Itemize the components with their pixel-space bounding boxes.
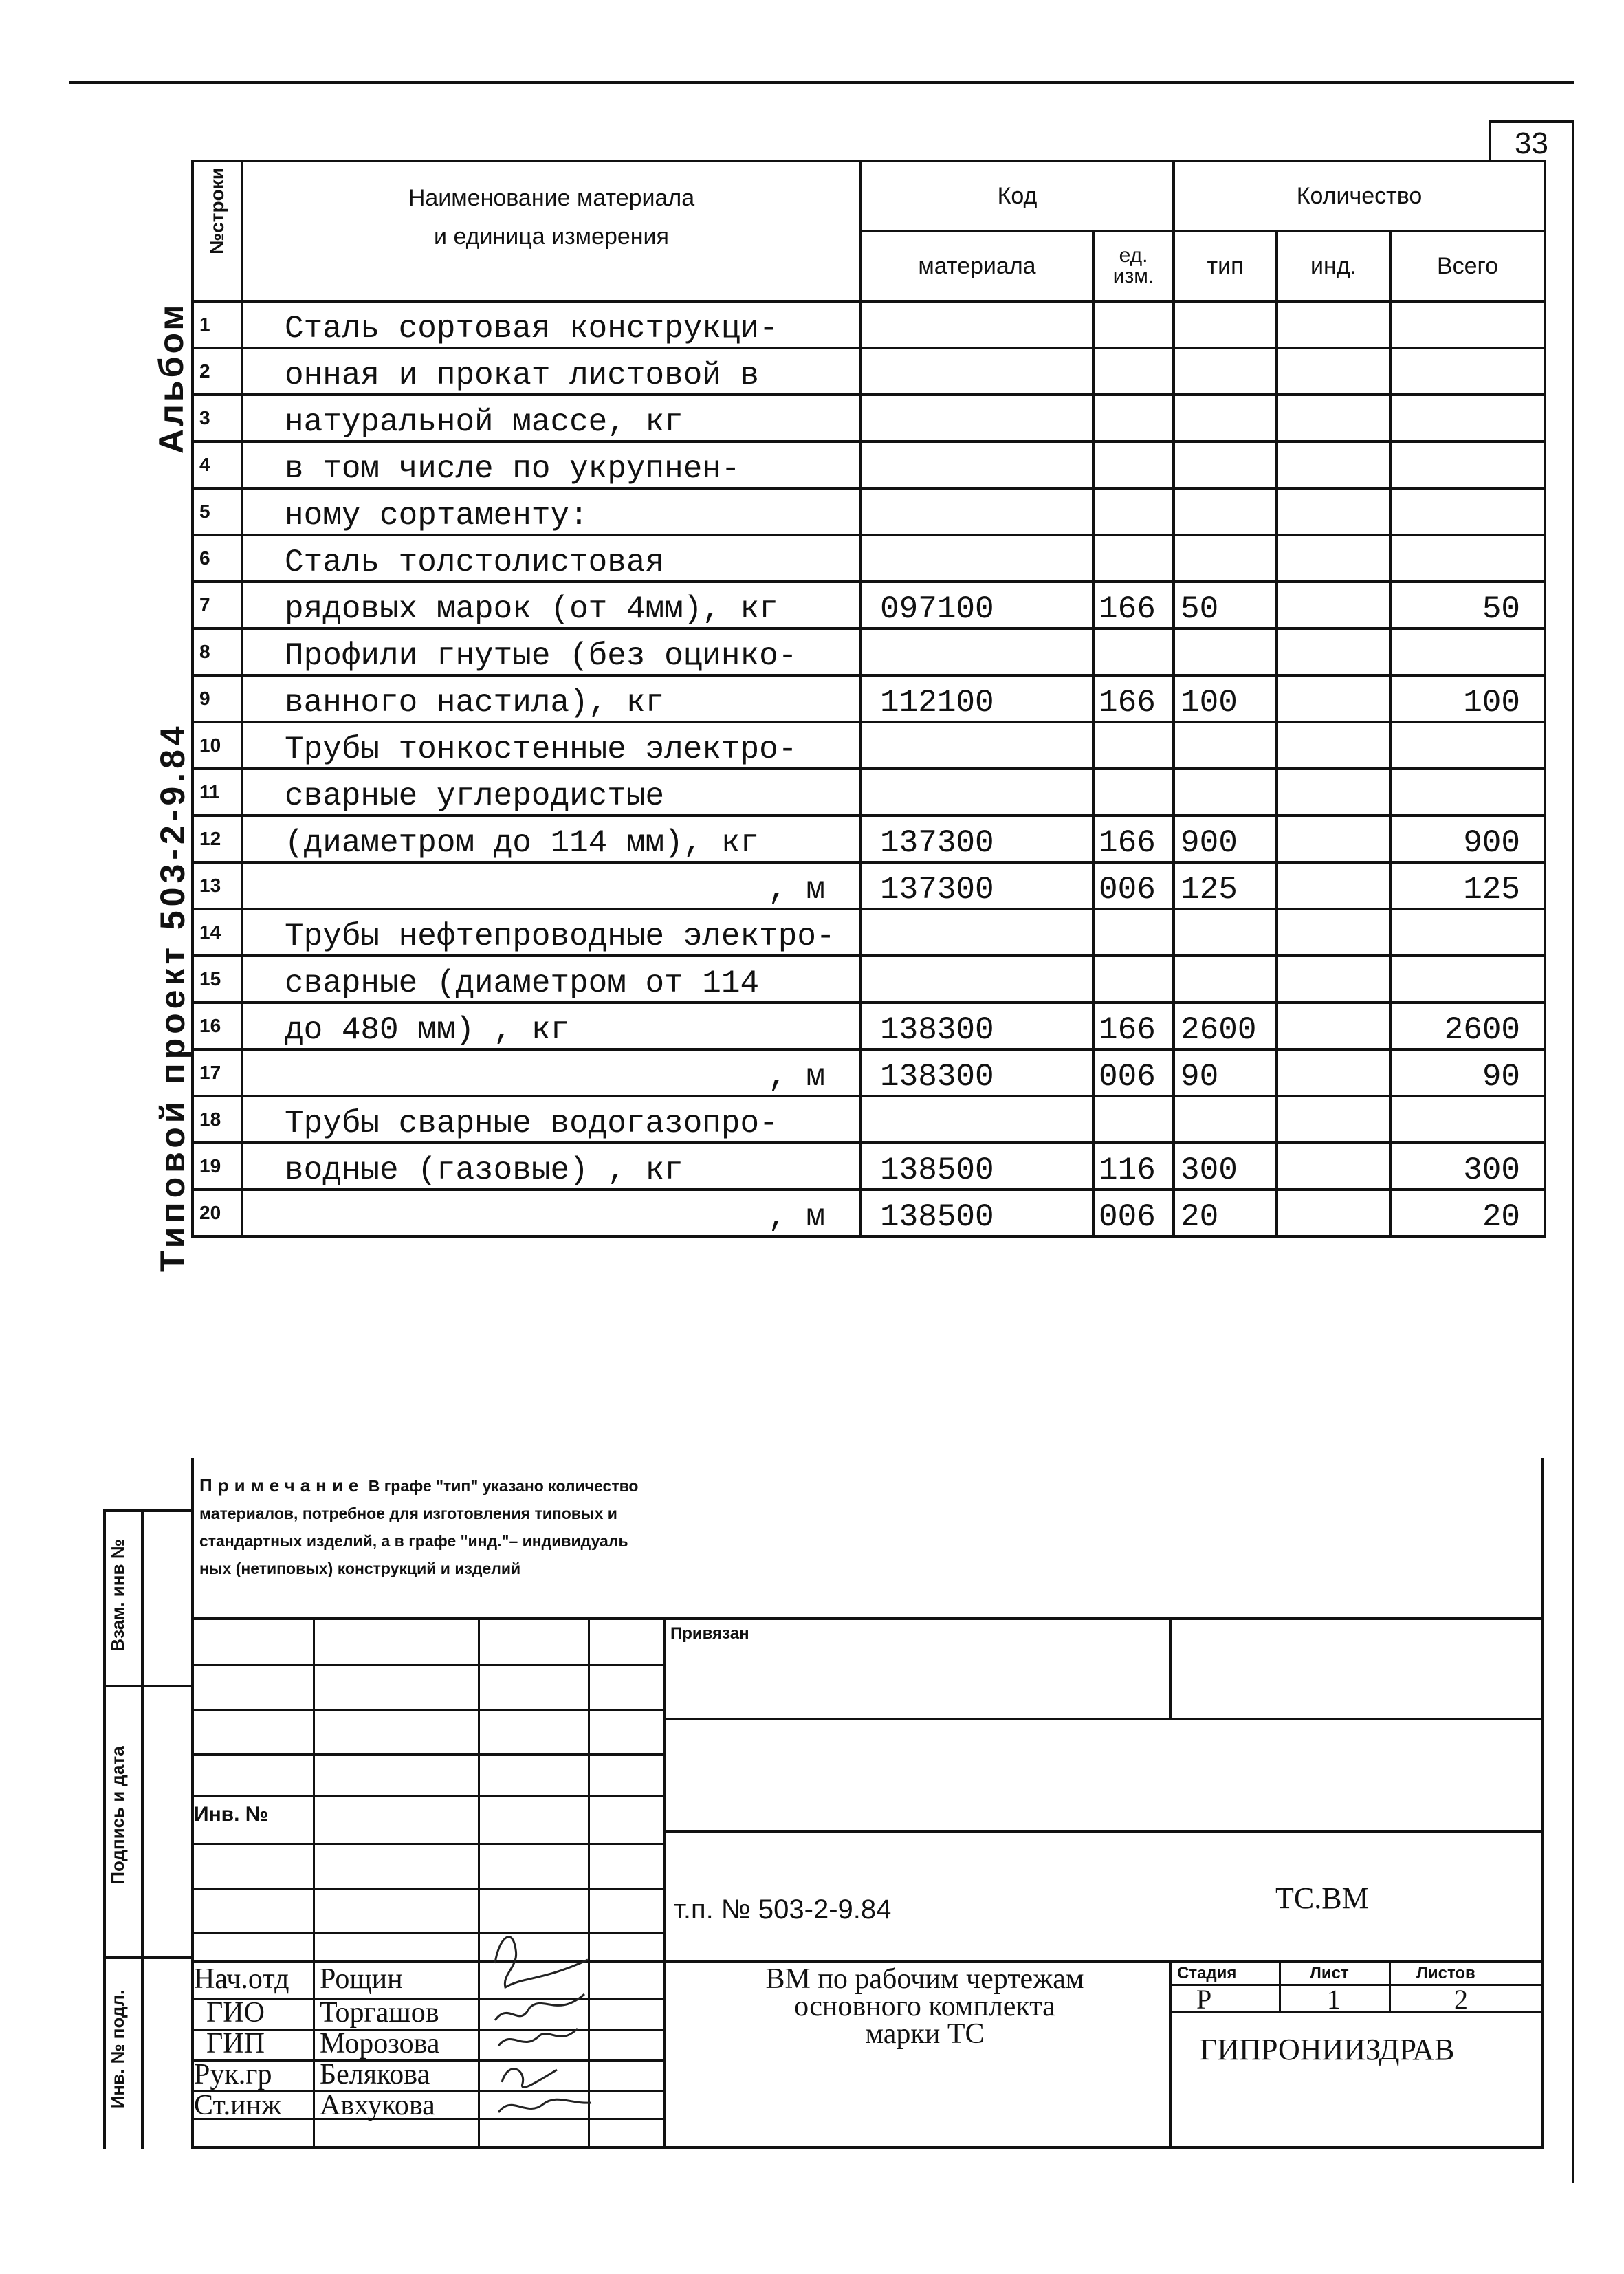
material-name-text: Трубы тонкостенные электро- [285, 732, 798, 767]
material-name-text: до 480 мм) , кг [285, 1012, 570, 1048]
qty-typ [1174, 722, 1277, 769]
stamp-title: ВМ по рабочим чертежам основного комплекта марки ТС [765, 1963, 1084, 2050]
table-row [193, 1096, 1545, 1143]
material-code: 138500 [861, 1190, 1093, 1236]
qty-total: 125 [1390, 862, 1545, 909]
material-name [242, 1003, 861, 1049]
header-material: материала [861, 231, 1093, 301]
side-label-album: Альбом [152, 302, 190, 454]
table-row [193, 628, 1545, 675]
note-text-4: ных (нетиповых) конструкций и изделий [199, 1560, 521, 1577]
row-number: 19 [193, 1143, 242, 1190]
qty-typ [1174, 488, 1277, 535]
row-number: 8 [193, 628, 242, 675]
stamp-bottom-line [191, 2146, 1544, 2149]
qty-typ [1174, 535, 1277, 582]
qty-total [1390, 722, 1545, 769]
material-name-text: онная и прокат листовой в [285, 358, 760, 393]
material-name [242, 769, 861, 816]
table-row [193, 909, 1545, 956]
stamp-hline [191, 1617, 1544, 1620]
unit-code: 006 [1093, 1049, 1174, 1096]
material-name-text: ному сортаменту: [285, 498, 589, 534]
header-total: Всего [1390, 231, 1545, 301]
stamp-grid-h6 [191, 1888, 666, 1890]
material-name [242, 1049, 861, 1096]
material-name [242, 862, 861, 909]
stamp-grid-h2 [191, 1709, 666, 1711]
qty-total: 2600 [1390, 1003, 1545, 1049]
material-name [242, 301, 861, 348]
qty-ind [1277, 769, 1390, 816]
table-row [193, 488, 1545, 535]
table-row [193, 769, 1545, 816]
qty-ind [1277, 816, 1390, 862]
stamp-stage: Р [1196, 1984, 1212, 2015]
stamp-stage-label: Стадия [1177, 1964, 1237, 1982]
stamp-grid-h1 [191, 1664, 666, 1666]
unit-code [1093, 488, 1174, 535]
stamp-role-5: Ст.инж [194, 2090, 282, 2121]
stamp-r-h4 [1169, 2011, 1544, 2013]
qty-total [1390, 909, 1545, 956]
unit-code: 166 [1093, 675, 1174, 722]
material-name [242, 816, 861, 862]
row-number: 11 [193, 769, 242, 816]
qty-ind [1277, 1096, 1390, 1143]
qty-total [1390, 301, 1545, 348]
material-code: 138300 [861, 1003, 1093, 1049]
row-number: 12 [193, 816, 242, 862]
stamp-mark: ТС.ВМ [1275, 1881, 1369, 1915]
row-number: 17 [193, 1049, 242, 1096]
note-block [199, 1472, 1506, 1582]
material-name-text: рядовых марок (от 4мм), кг [285, 591, 778, 627]
stamp-role-1: Нач.отд [194, 1963, 289, 1995]
material-name [242, 535, 861, 582]
row-number: 1 [193, 301, 242, 348]
side-label-project: Типовой проект 503-2-9.84 [153, 722, 192, 1272]
unit-code [1093, 628, 1174, 675]
stamp-person-1: Рощин [320, 1963, 403, 1995]
stamp-r-h1 [663, 1718, 1544, 1720]
material-name [242, 582, 861, 628]
qty-typ: 20 [1174, 1190, 1277, 1236]
qty-total: 300 [1390, 1143, 1545, 1190]
qty-typ [1174, 628, 1277, 675]
material-name [242, 909, 861, 956]
row-number: 9 [193, 675, 242, 722]
material-name-text: в том числе по укрупнен- [285, 451, 740, 487]
row-number: 4 [193, 441, 242, 488]
unit-code: 116 [1093, 1143, 1174, 1190]
unit-code [1093, 909, 1174, 956]
material-code [861, 1096, 1093, 1143]
right-border-line [1572, 120, 1574, 2183]
unit-code: 166 [1093, 1003, 1174, 1049]
material-name [242, 488, 861, 535]
material-code [861, 769, 1093, 816]
stamp-org: ГИПРОНИИЗДРАВ [1200, 2033, 1455, 2066]
stamp-r-v3 [1389, 1960, 1391, 2013]
table-row [193, 1003, 1545, 1049]
stamp-r-v2 [1279, 1960, 1281, 2013]
material-code: 138500 [861, 1143, 1093, 1190]
stamp-r-v1 [1169, 1960, 1172, 2149]
side-stamp-podpis: Подпись и дата [107, 1746, 128, 1885]
qty-typ [1174, 909, 1277, 956]
material-name [242, 628, 861, 675]
header-name: Наименование материала и единица измерения [242, 161, 861, 301]
stamp-grid-v2 [478, 1617, 480, 2149]
row-number: 7 [193, 582, 242, 628]
unit-code: 166 [1093, 816, 1174, 862]
unit-code [1093, 769, 1174, 816]
material-code [861, 956, 1093, 1003]
material-code [861, 348, 1093, 395]
qty-total [1390, 769, 1545, 816]
unit-code [1093, 956, 1174, 1003]
qty-ind [1277, 441, 1390, 488]
material-code [861, 441, 1093, 488]
material-name [242, 675, 861, 722]
material-code: 137300 [861, 816, 1093, 862]
signatures-drawing [481, 1898, 605, 2149]
qty-total [1390, 441, 1545, 488]
stamp-grid-v4 [663, 1617, 666, 2149]
qty-total: 50 [1390, 582, 1545, 628]
qty-total: 90 [1390, 1049, 1545, 1096]
qty-typ [1174, 1096, 1277, 1143]
table-row [193, 675, 1545, 722]
header-row-no: №строки [193, 161, 242, 301]
material-code [861, 628, 1093, 675]
material-unit-text: , м [768, 1059, 825, 1095]
material-name-text: Трубы нефтепроводные электро- [285, 919, 835, 954]
material-name-text: натуральной массе, кг [285, 404, 683, 440]
qty-typ [1174, 769, 1277, 816]
unit-code [1093, 348, 1174, 395]
qty-ind [1277, 1049, 1390, 1096]
table-row [193, 816, 1545, 862]
table-row [193, 582, 1545, 628]
stamp-r-h3 [1169, 1984, 1544, 1986]
table-row [193, 956, 1545, 1003]
row-number: 5 [193, 488, 242, 535]
note-head: Примечание [199, 1475, 364, 1496]
material-name-text: сварные (диаметром от 114 [285, 965, 760, 1001]
stamp-grid-h3 [191, 1753, 666, 1756]
qty-total [1390, 628, 1545, 675]
row-number: 6 [193, 535, 242, 582]
material-name-text: Профили гнутые (без оцинко- [285, 638, 798, 674]
qty-ind [1277, 675, 1390, 722]
row-number: 3 [193, 395, 242, 441]
qty-typ [1174, 441, 1277, 488]
table-row [193, 395, 1545, 441]
unit-code [1093, 1096, 1174, 1143]
table-row [193, 1190, 1545, 1236]
stamp-right-line [1541, 1458, 1544, 2149]
qty-typ: 300 [1174, 1143, 1277, 1190]
material-code [861, 535, 1093, 582]
stamp-sheet: 1 [1327, 1984, 1341, 2015]
qty-ind [1277, 628, 1390, 675]
qty-total: 100 [1390, 675, 1545, 722]
materials-table [191, 160, 1546, 1238]
stamp-privyazan: Привязан [670, 1624, 749, 1643]
qty-ind [1277, 488, 1390, 535]
qty-ind [1277, 862, 1390, 909]
stamp-role-4: Рук.гр [194, 2059, 272, 2090]
material-code: 112100 [861, 675, 1093, 722]
row-number: 20 [193, 1190, 242, 1236]
qty-typ: 50 [1174, 582, 1277, 628]
stamp-role-2: ГИО [206, 1997, 265, 2029]
qty-ind [1277, 535, 1390, 582]
side-stamp-vzam: Взам. инв № [107, 1539, 128, 1652]
table-row [193, 1143, 1545, 1190]
stamp-person-5: Авхукова [320, 2090, 435, 2121]
top-border-line [69, 81, 1574, 84]
stamp-grid-h5 [191, 1843, 666, 1845]
row-number: 10 [193, 722, 242, 769]
qty-total [1390, 535, 1545, 582]
unit-code [1093, 395, 1174, 441]
material-unit-text: , м [768, 1199, 825, 1235]
material-name [242, 348, 861, 395]
qty-ind [1277, 582, 1390, 628]
row-number: 18 [193, 1096, 242, 1143]
header-unit: ед. изм. [1093, 231, 1174, 301]
qty-typ: 100 [1174, 675, 1277, 722]
material-code: 137300 [861, 862, 1093, 909]
material-name-text: Сталь сортовая конструкци- [285, 311, 778, 347]
table-row [193, 301, 1545, 348]
qty-typ: 90 [1174, 1049, 1277, 1096]
unit-code: 006 [1093, 862, 1174, 909]
qty-total [1390, 348, 1545, 395]
material-code: 097100 [861, 582, 1093, 628]
qty-total [1390, 1096, 1545, 1143]
qty-total [1390, 395, 1545, 441]
row-number: 15 [193, 956, 242, 1003]
page-number: 33 [1489, 120, 1574, 162]
signature-4 [502, 2069, 557, 2088]
qty-ind [1277, 348, 1390, 395]
signature-3 [498, 2029, 578, 2046]
qty-typ [1174, 301, 1277, 348]
material-name [242, 1190, 861, 1236]
material-name-text: (диаметром до 114 мм), кг [285, 825, 760, 861]
unit-code [1093, 301, 1174, 348]
qty-total: 20 [1390, 1190, 1545, 1236]
signature-2 [495, 1994, 584, 2020]
stamp-project-no: т.п. № 503-2-9.84 [674, 1894, 892, 1925]
header-typ: тип [1174, 231, 1277, 301]
unit-code [1093, 441, 1174, 488]
stamp-r-h2 [663, 1830, 1544, 1833]
qty-total [1390, 488, 1545, 535]
qty-ind [1277, 395, 1390, 441]
table-row [193, 722, 1545, 769]
material-name-text: Сталь толстолистовая [285, 545, 665, 580]
material-code [861, 488, 1093, 535]
qty-ind [1277, 1003, 1390, 1049]
qty-ind [1277, 1143, 1390, 1190]
stamp-role-3: ГИП [206, 2028, 265, 2059]
material-code [861, 909, 1093, 956]
qty-typ: 900 [1174, 816, 1277, 862]
row-number: 13 [193, 862, 242, 909]
material-code [861, 722, 1093, 769]
stamp-person-2: Торгашов [320, 1997, 439, 2029]
header-ind: инд. [1277, 231, 1390, 301]
material-name-text: сварные углеродистые [285, 778, 665, 814]
unit-code [1093, 535, 1174, 582]
note-text-1: В графе "тип" указано количество [368, 1477, 639, 1495]
stamp-person-4: Белякова [320, 2059, 430, 2090]
table-row [193, 1049, 1545, 1096]
stamp-grid-v1 [313, 1617, 315, 2149]
note-text-2: материалов, потребное для изготовления типовых и [199, 1505, 617, 1522]
side-stamp-top [103, 1509, 194, 1512]
row-number: 16 [193, 1003, 242, 1049]
side-stamp-inv: Инв. № подл. [107, 1989, 128, 2109]
note-text-3: стандартных изделий, а в графе "инд."– индивидуаль [199, 1532, 628, 1550]
table-row [193, 535, 1545, 582]
qty-typ: 125 [1174, 862, 1277, 909]
material-name-text: ванного настила), кг [285, 685, 665, 721]
unit-code [1093, 722, 1174, 769]
qty-typ [1174, 395, 1277, 441]
material-code [861, 301, 1093, 348]
material-code: 138300 [861, 1049, 1093, 1096]
unit-code: 166 [1093, 582, 1174, 628]
qty-total [1390, 956, 1545, 1003]
material-name [242, 1143, 861, 1190]
stamp-sheets-label: Листов [1416, 1964, 1475, 1982]
qty-typ: 2600 [1174, 1003, 1277, 1049]
qty-total: 900 [1390, 816, 1545, 862]
material-name [242, 722, 861, 769]
stamp-person-3: Морозова [320, 2028, 440, 2059]
stamp-grid-h4 [191, 1795, 666, 1797]
qty-typ [1174, 956, 1277, 1003]
side-stamp-mid [141, 1509, 144, 2149]
material-name [242, 1096, 861, 1143]
material-name [242, 395, 861, 441]
row-number: 2 [193, 348, 242, 395]
side-stamp-left [103, 1509, 106, 2149]
table-row [193, 441, 1545, 488]
qty-ind [1277, 722, 1390, 769]
stamp-sheet-label: Лист [1310, 1964, 1349, 1982]
unit-code: 006 [1093, 1190, 1174, 1236]
stamp-sheets: 2 [1454, 1984, 1468, 2015]
material-name-text: Трубы сварные водогазопро- [285, 1106, 778, 1141]
table-row [193, 862, 1545, 909]
row-number: 14 [193, 909, 242, 956]
stamp-inv-no: Инв. № [194, 1803, 269, 1826]
material-code [861, 395, 1093, 441]
material-unit-text: , м [768, 872, 825, 908]
material-name-text: водные (газовые) , кг [285, 1152, 683, 1188]
qty-typ [1174, 348, 1277, 395]
stamp-priv-div [1169, 1617, 1172, 1719]
material-name [242, 441, 861, 488]
signature-5 [498, 2099, 591, 2112]
qty-ind [1277, 1190, 1390, 1236]
header-quantity: Количество [1174, 161, 1545, 231]
header-code: Код [861, 161, 1174, 231]
signature-1 [495, 1937, 588, 1987]
qty-ind [1277, 956, 1390, 1003]
qty-ind [1277, 301, 1390, 348]
material-name [242, 956, 861, 1003]
qty-ind [1277, 909, 1390, 956]
table-row [193, 348, 1545, 395]
